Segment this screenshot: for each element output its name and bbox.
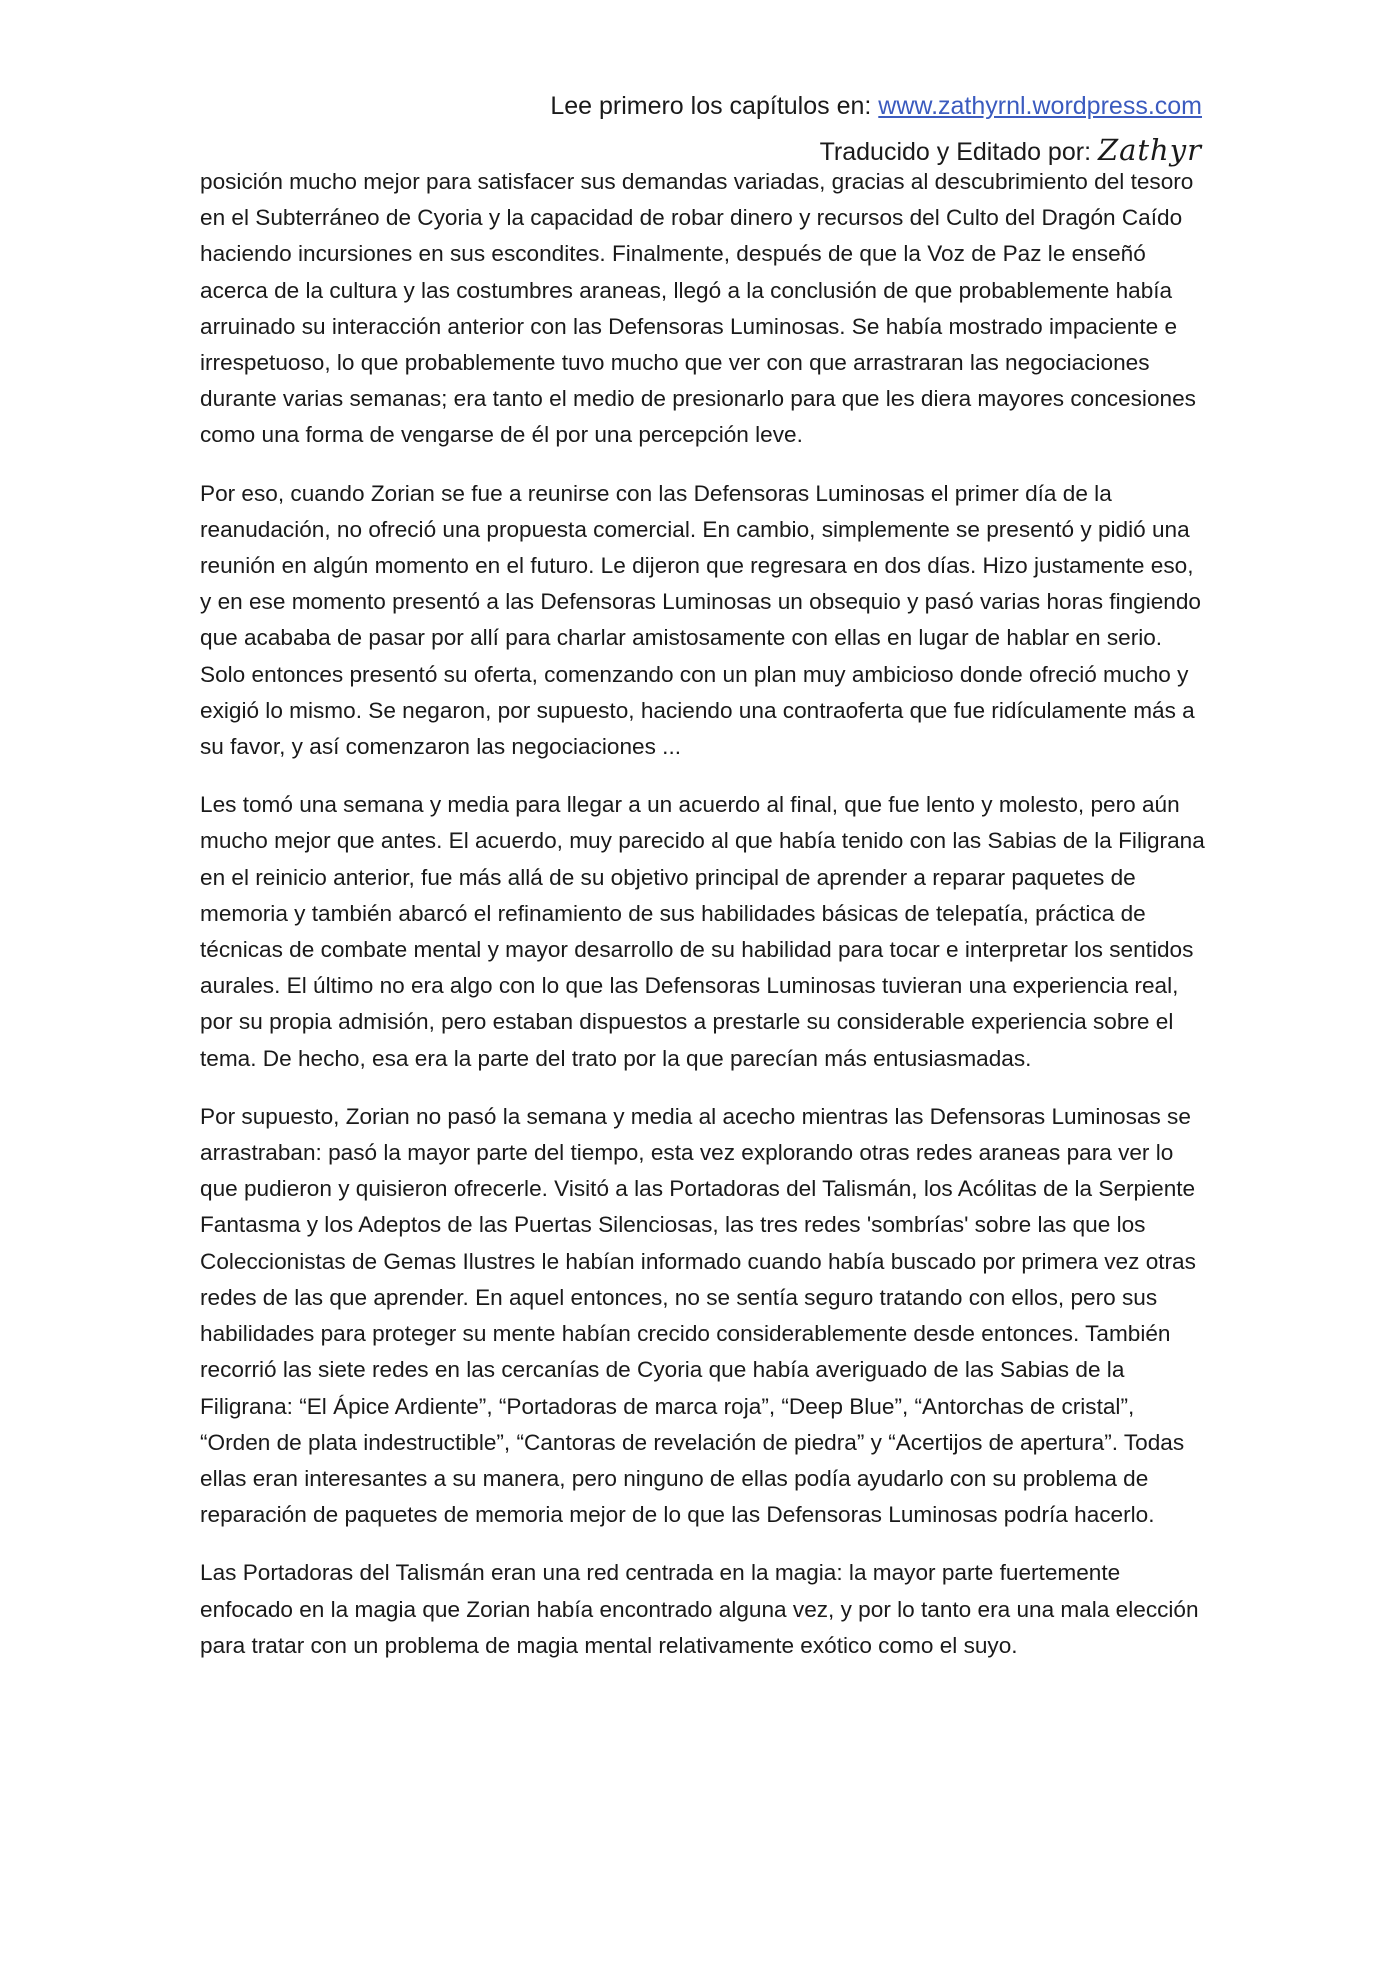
paragraph: Por eso, cuando Zorian se fue a reunirse con las Defensoras Luminosas el primer día de la reanudación, no ofreció una propuesta comercial. En cambio, simplemente se presentó y pidió una reunión en algún momento en el futuro. Le dijeron que regresara en dos días. Hizo justamente eso, y en ese momento presentó a las Defensoras Luminosas un obsequio y pasó varias horas fingiendo que acababa de pasar por allí para charlar amistosamente con ellas en lugar de hablar en serio. Solo entonces presentó su oferta, comenzando con un plan muy ambicioso donde ofreció mucho y exigió lo mismo. Se negaron, por supuesto, haciendo una contraoferta que fue ridículamente más a su favor, y así comenzaron las negociaciones ... [200, 480, 1201, 760]
read-first-label: Lee primero los capítulos en: [550, 92, 879, 120]
chapter-body [200, 164, 1210, 1686]
paragraph: Las Portadoras del Talismán eran una red centrada en la magia: la mayor parte fuertemente enfocado en la magia que Zorian había encontrado alguna vez, y por lo tanto era una mala elección para tratar con un problema de magia mental relativamente exótico como el suyo. [200, 1560, 1199, 1658]
page-header [550, 84, 1202, 174]
translator-name: Zathyr [1097, 133, 1202, 167]
read-first-line [550, 84, 1202, 128]
site-link[interactable]: www.zathyrnl.wordpress.com [878, 92, 1202, 120]
paragraph: Les tomó una semana y media para llegar a un acuerdo al final, que fue lento y molesto, pero aún mucho mejor que antes. El acuerdo, muy parecido al que había tenido con las Sabias de la Filigrana en el reinicio anterior, fue más allá de su objetivo principal de aprender a reparar paquetes de memoria y también abarcó el refinamiento de sus habilidades básicas de telepatía, práctica de técnicas de combate mental y mayor desarrollo de su habilidad para tocar e interpretar los sentidos aurales. El último no era algo con lo que las Defensoras Luminosas tuvieran una experiencia real, por su propia admisión, pero estaban dispuestos a prestarle su considerable experiencia sobre el tema. De hecho, esa era la parte del trato por la que parecían más entusiasmadas. [200, 792, 1205, 1071]
credit-label: Traducido y Editado por: [819, 138, 1098, 166]
paragraph: posición mucho mejor para satisfacer sus demandas variadas, gracias al descubrimiento del tesoro en el Subterráneo de Cyoria y la capacidad de robar dinero y recursos del Culto del Dragón Caído haciendo incursiones en sus escondites. Finalmente, después de que la Voz de Paz le enseñó acerca de la cultura y las costumbres araneas, llegó a la conclusión de que probablemente había arruinado su interacción anterior con las Defensoras Luminosas. Se había mostrado impaciente e irrespetuoso, lo que probablemente tuvo mucho que ver con que arrastraran las negociaciones durante varias semanas; era tanto el medio de presionarlo para que les diera mayores concesiones como una forma de vengarse de él por una percepción leve. [200, 169, 1196, 448]
paragraph: Por supuesto, Zorian no pasó la semana y media al acecho mientras las Defensoras Luminosas se arrastraban: pasó la mayor parte del tiempo, esta vez explorando otras redes araneas para ver lo que pudieron y quisieron ofrecerle. Visitó a las Portadoras del Talismán, los Acólitas de la Serpiente Fantasma y los Adeptos de las Puertas Silenciosas, las tres redes 'sombrías' sobre las que los Coleccionistas de Gemas Ilustres le habían informado cuando había buscado por primera vez otras redes de las que aprender. En aquel entonces, no se sentía seguro tratando con ellos, pero sus habilidades para proteger su mente habían crecido considerablemente desde entonces. También recorrió las siete redes en las cercanías de Cyoria que había averiguado de las Sabias de la Filigrana: “El Ápice Ardiente”, “Portadoras de marca roja”, “Deep Blue”, “Antorchas de cristal”, “Orden de plata indestructible”, “Cantoras de revelación de piedra” y “Acertijos de apertura”. Todas ellas eran interesantes a su manera, pero ninguno de ellas podía ayudarlo con su problema de reparación de paquetes de memoria mejor de lo que las Defensoras Luminosas podría hacerlo. [200, 1103, 1196, 1528]
